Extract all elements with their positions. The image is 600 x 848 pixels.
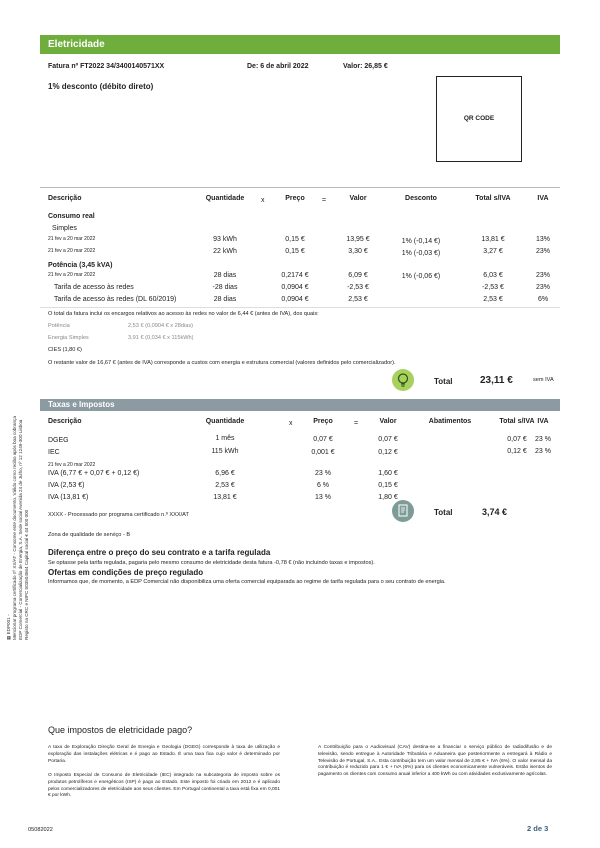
consumo-title: Consumo real [48,213,95,220]
vat-rate: 13 % [315,494,331,501]
row-vat: 23 % [535,448,551,455]
taxes-header-bar [40,399,560,411]
row-desc: Tarifa de acesso às redes [54,284,134,291]
row-desc: 21 fev a 20 mar 2022 [48,272,96,278]
row-value: 0,12 € [378,449,398,456]
breakdown-value: 2,53 € (0,0904 € x 28dias) [128,323,193,329]
col-x: x [261,197,265,204]
col-abatements: Abatimentos [428,418,472,425]
divider [40,187,560,188]
side-legal-text [6,380,30,640]
offers-text: Informamos que, de momento, a EDP Comercial não disponibiliza uma oferta comercial equiparada ao regime de tarifa regulada para o seu contrato de energia. [48,579,446,585]
col-x: x [289,420,293,427]
col-eq: = [354,420,359,427]
tax-period: 21 fev a 20 mar 2022 [48,462,96,468]
discount-note: 1% desconto (débito direto) [48,82,154,91]
vat-desc: IVA (13,81 €) [48,494,89,501]
row-price: 0,0904 € [281,296,309,303]
row-desc: 21 fev a 20 mar 2022 [48,248,96,254]
col-price: Preço [313,418,333,425]
energy-total-label: Total [434,377,453,386]
vat-base: 2,53 € [215,482,235,489]
row-value: 2,53 € [348,296,368,303]
row-price: 0,2174 € [281,272,309,279]
row-qty: -28 dias [212,284,238,291]
col-quantity: Quantidade [205,418,245,425]
col-value: Valor [379,418,397,425]
row-vat: 23 % [535,436,551,443]
quality-zone: Zona de qualidade de serviço - B [48,532,131,538]
row-desc: 21 fev a 20 mar 2022 [48,236,96,242]
col-quantity: Quantidade [205,195,245,202]
side-line: Registo na CRC e NIPC 503504564 Capital social € 44 500 000 [24,509,29,640]
col-description: Descrição [48,418,82,425]
lightbulb-icon [392,369,414,391]
row-discount: 1% (-0,06 €) [401,273,441,280]
row-vat: 13% [535,236,550,243]
energy-total-suffix: sem IVA [533,377,554,383]
taxes-info-p1: A taxa de Exploração Direção Geral de Energia e Geologia (DGEG) corresponde à taxa de utilização e exploração das instalações elétricas e é pago ao Estado. É uma taxa fixa cujo valor é determinado por Portaria. [48,745,280,764]
taxes-info-p3: A Contribuição para o Audiovisual (CAV) destina-se a financiar o serviço público de radiodifusão e de televisão, sendo entregue à Autoridade Tributária e Aduaneira que posteriormente a entregará à Rádio e Televisão de Portugal, S.A.. Esta contribuição tem um valor mensal de 2,85 € + IVA (6%). O valor mensal da contribuição é reduzido para 1 € + IVA (6%) para os clientes economicamente vulneráveis. Estão isentos de pagamento os clientes com consumo anual inferior a 400 kWh ou com atividades exclusivamente agrícolas. [318,745,552,778]
row-qty: 28 dias [213,296,237,303]
row-qty: 1 mês [215,435,235,442]
vat-desc: IVA (2,53 €) [48,482,85,489]
cies-note: CIES (1,80 €) [48,347,82,353]
vat-rate: 6 % [316,482,330,489]
side-line: EDP Comercial - Comercialização de Energia, S.A. Sede social Avenida 24 de Julho, nº 12 1249-300 Lisboa [18,419,23,640]
vat-base: 13,81 € [213,494,237,501]
col-total: Total s/IVA [499,418,535,425]
row-value: -2,53 € [347,284,369,291]
offers-title: Ofertas em condições de preço regulado [48,568,204,577]
col-vat: IVA [537,195,549,202]
vat-value: 1,80 € [378,494,398,501]
row-total: 2,53 € [483,296,503,303]
page-number: 2 de 3 [527,824,549,833]
row-vat: 23% [535,272,550,279]
vat-rate: 23 % [315,470,331,477]
potencia-title: Potência (3,45 kVA) [48,262,113,269]
row-desc: Tarifa de acesso às redes (DL 60/2019) [54,296,177,303]
row-value: 6,09 € [348,272,368,279]
row-discount: 1% (-0,03 €) [401,250,441,257]
row-value: 3,30 € [348,248,368,255]
col-value: Valor [349,195,367,202]
row-qty: 93 kWh [213,236,237,243]
remaining-note: O restante valor de 16,67 € (antes de IVA) corresponde a custos com energia e estrutura comercial (valores definidos pelo comercializador). [48,360,396,366]
qr-code-label: QR CODE [463,115,495,122]
row-value: 0,07 € [378,436,398,443]
taxes-title: Taxas e Impostos [48,400,115,409]
vat-value: 0,15 € [378,482,398,489]
row-discount: 1% (-0,14 €) [401,238,441,245]
qr-code-box [436,76,522,162]
taxes-total-value: 3,74 € [482,507,508,517]
row-qty: 115 kWh [211,448,239,455]
row-vat: 6% [537,296,549,303]
col-description: Descrição [48,195,82,202]
col-total: Total s/IVA [475,195,511,202]
taxes-info-title: Que impostos de eletricidade pago? [48,725,193,735]
vat-desc: IVA (6,77 € + 0,07 € + 0,12 €) [48,470,140,477]
col-eq: = [322,197,327,204]
network-charges-note: O total da fatura inclui os encargos relativos ao acesso às redes no valor de 6,44 € (antes de IVA), dos quais: [48,311,319,317]
row-desc: DGEG [48,437,69,444]
receipt-icon [392,500,414,522]
row-qty: 22 kWh [213,248,237,255]
vat-value: 1,60 € [378,470,398,477]
breakdown-value: 3,91 € (0,034 € x 115kWh) [128,335,194,341]
footer-code: 05082022 [28,827,53,833]
row-price: 0,07 € [313,436,333,443]
section-title: Eletricidade [48,39,105,50]
row-total: 0,12 € [507,448,527,455]
row-price: 0,15 € [285,248,305,255]
row-value: 13,95 € [346,236,370,243]
col-vat: IVA [537,418,549,425]
energy-total-value: 23,11 € [480,375,513,386]
simples-label: Simples [52,225,77,232]
invoice-number: Fatura nº FT2022 34/3400140571XX [48,63,165,70]
vat-base: 6,96 € [215,470,235,477]
row-vat: 23% [535,248,550,255]
diff-text: Se optasse pela tarifa regulada, pagaria pelo mesmo consumo de eletricidade desta fatura -0,78 € (não incluindo taxas e impostos). [48,560,375,566]
row-total: 3,27 € [483,248,503,255]
invoice-amount: Valor: 26,85 € [343,63,388,70]
breakdown-label: Potência [48,323,70,329]
side-line: Mencionar programa certificado nº XX/AT - Consome este documento. Válido como recibo após boa cobrança [12,416,17,640]
breakdown-label: Energia Simples [48,335,89,341]
side-line: ▦ EDP001 - [6,614,11,640]
taxes-total-label: Total [434,508,453,517]
taxes-info-p2: O Imposto Especial de Consumo de Eletricidade (IEC) integrado na subcategoria de imposto sobre os produtos petrolíferos e energéticos (ISP) é pago ao Estado. Este imposto foi criado em 2012 e é aplicado pelos comercializadores de eletricidade aos seus clientes. Em Portugal continental a taxa está fixa em 0,001 € por kWh. [48,773,280,799]
row-total: 6,03 € [483,272,503,279]
row-vat: 23% [535,284,550,291]
invoice-date: De: 6 de abril 2022 [247,63,309,70]
divider [40,307,560,308]
row-qty: 28 dias [213,272,237,279]
row-price: 0,001 € [311,449,335,456]
row-price: 0,15 € [285,236,305,243]
row-total: -2,53 € [482,284,504,291]
row-price: 0,0904 € [281,284,309,291]
col-discount: Desconto [405,195,437,202]
row-desc: IEC [48,449,60,456]
diff-title: Diferença entre o preço do seu contrato e a tarifa regulada [48,548,271,557]
row-total: 13,81 € [481,236,505,243]
certification-note: XXXX - Processado por programa certificado n.º XXX/AT [48,512,189,518]
section-header-bar [40,35,560,54]
col-price: Preço [285,195,305,202]
row-total: 0,07 € [507,436,527,443]
